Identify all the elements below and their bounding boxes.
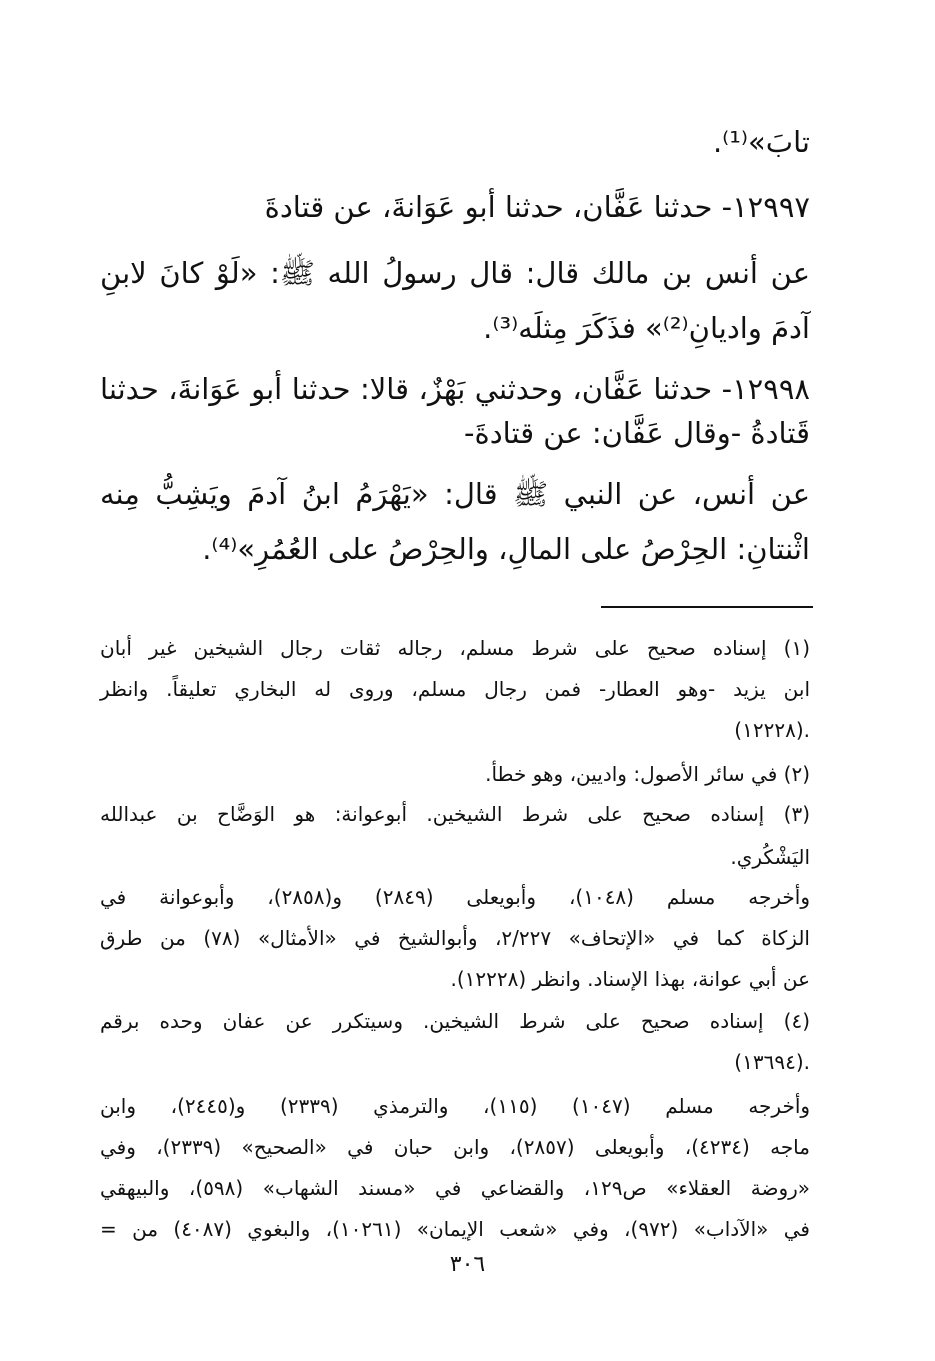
hadith-isnad-line: ١٢٩٩٧- حدثنا عَفَّان، حدثنا أبو عَوَانةَ، عن قتادةَ [264,190,810,224]
footnote-line: (٤) إسناده صحيح على شرط الشيخين. وسيتكرر عن عفان وحده برقم [100,1009,810,1033]
footnote-line: ماجه (٤٢٣٤)، وأبويعلى (٢٨٥٧)، وابن حبان في «الصحيح» (٢٣٣٩)، وفي [100,1135,810,1159]
footnote-line: في «الآداب» (٩٧٢)، وفي «شعب الإيمان» (١٠٢٦١)، والبغوي (٤٠٨٧) من = [100,1217,810,1241]
hadith-matn-line: آدمَ واديانِ⁽²⁾» فذَكَرَ مِثلَه⁽³⁾. [483,311,810,345]
footnote-line: «روضة العقلاء» ص١٢٩، والقضاعي في «مسند الشهاب» (٥٩٨)، والبيهقي [100,1176,811,1200]
hadith-matn-line: عن أنس، عن النبي ﷺ قال: «يَهْرَمُ ابنُ آدمَ ويَشِبُّ مِنه [100,477,810,511]
footnote-line: عن أبي عوانة، بهذا الإسناد. وانظر (١٢٢٢٨). [450,967,810,991]
page-number: ٣٠٦ [449,1252,486,1277]
footnote-line: (١٣٦٩٤). [734,1050,810,1074]
footnote-separator [601,606,813,608]
hadith-isnad-line: ١٢٩٩٨- حدثنا عَفَّان، وحدثني بَهْزٌ، قالا: حدثنا أبو عَوَانةَ، حدثنا [100,372,810,406]
footnote-line: ابن يزيد -وهو العطار- فمن رجال مسلم، وروى له البخاري تعليقاً. وانظر [100,677,810,701]
footnote-line: وأخرجه مسلم (١٠٤٧) (١١٥)، والترمذي (٢٣٣٩) و(٢٤٤٥)، وابن [100,1094,811,1118]
footnote-line: (٢) في سائر الأصول: واديين، وهو خطأ. [485,762,810,786]
footnote-line: الزكاة كما في «الإتحاف» ٢/٢٢٧، وأبوالشيخ في «الأمثال» (٧٨) من طرق [100,926,810,950]
footnote-line: اليَشْكُري. [730,845,810,869]
footnote-line: (٣) إسناده صحيح على شرط الشيخين. أبوعوانة: هو الوَضَّاح بن عبدالله [100,802,810,826]
footnote-line: (١٢٢٢٨). [734,718,810,742]
hadith-matn-line: عن أنس بن مالك قال: قال رسولُ الله ﷺ: «لَوْ كانَ لابنِ [100,256,810,290]
footnote-line: (١) إسناده صحيح على شرط مسلم، رجاله ثقات رجال الشيخين غير أبان [100,636,810,660]
footnote-line: وأخرجه مسلم (١٠٤٨)، وأبويعلى (٢٨٤٩) و(٢٨٥٨)، وأبوعوانة في [100,885,810,909]
hadith-isnad-line: قَتادةُ -وقال عَفَّان: عن قتادةَ- [464,416,810,450]
main-text-line: تابَ»⁽¹⁾. [712,125,810,159]
hadith-matn-line: اثْنتانِ: الحِرْصُ على المالِ، والحِرْصُ على العُمُرِ»⁽⁴⁾. [202,532,810,566]
